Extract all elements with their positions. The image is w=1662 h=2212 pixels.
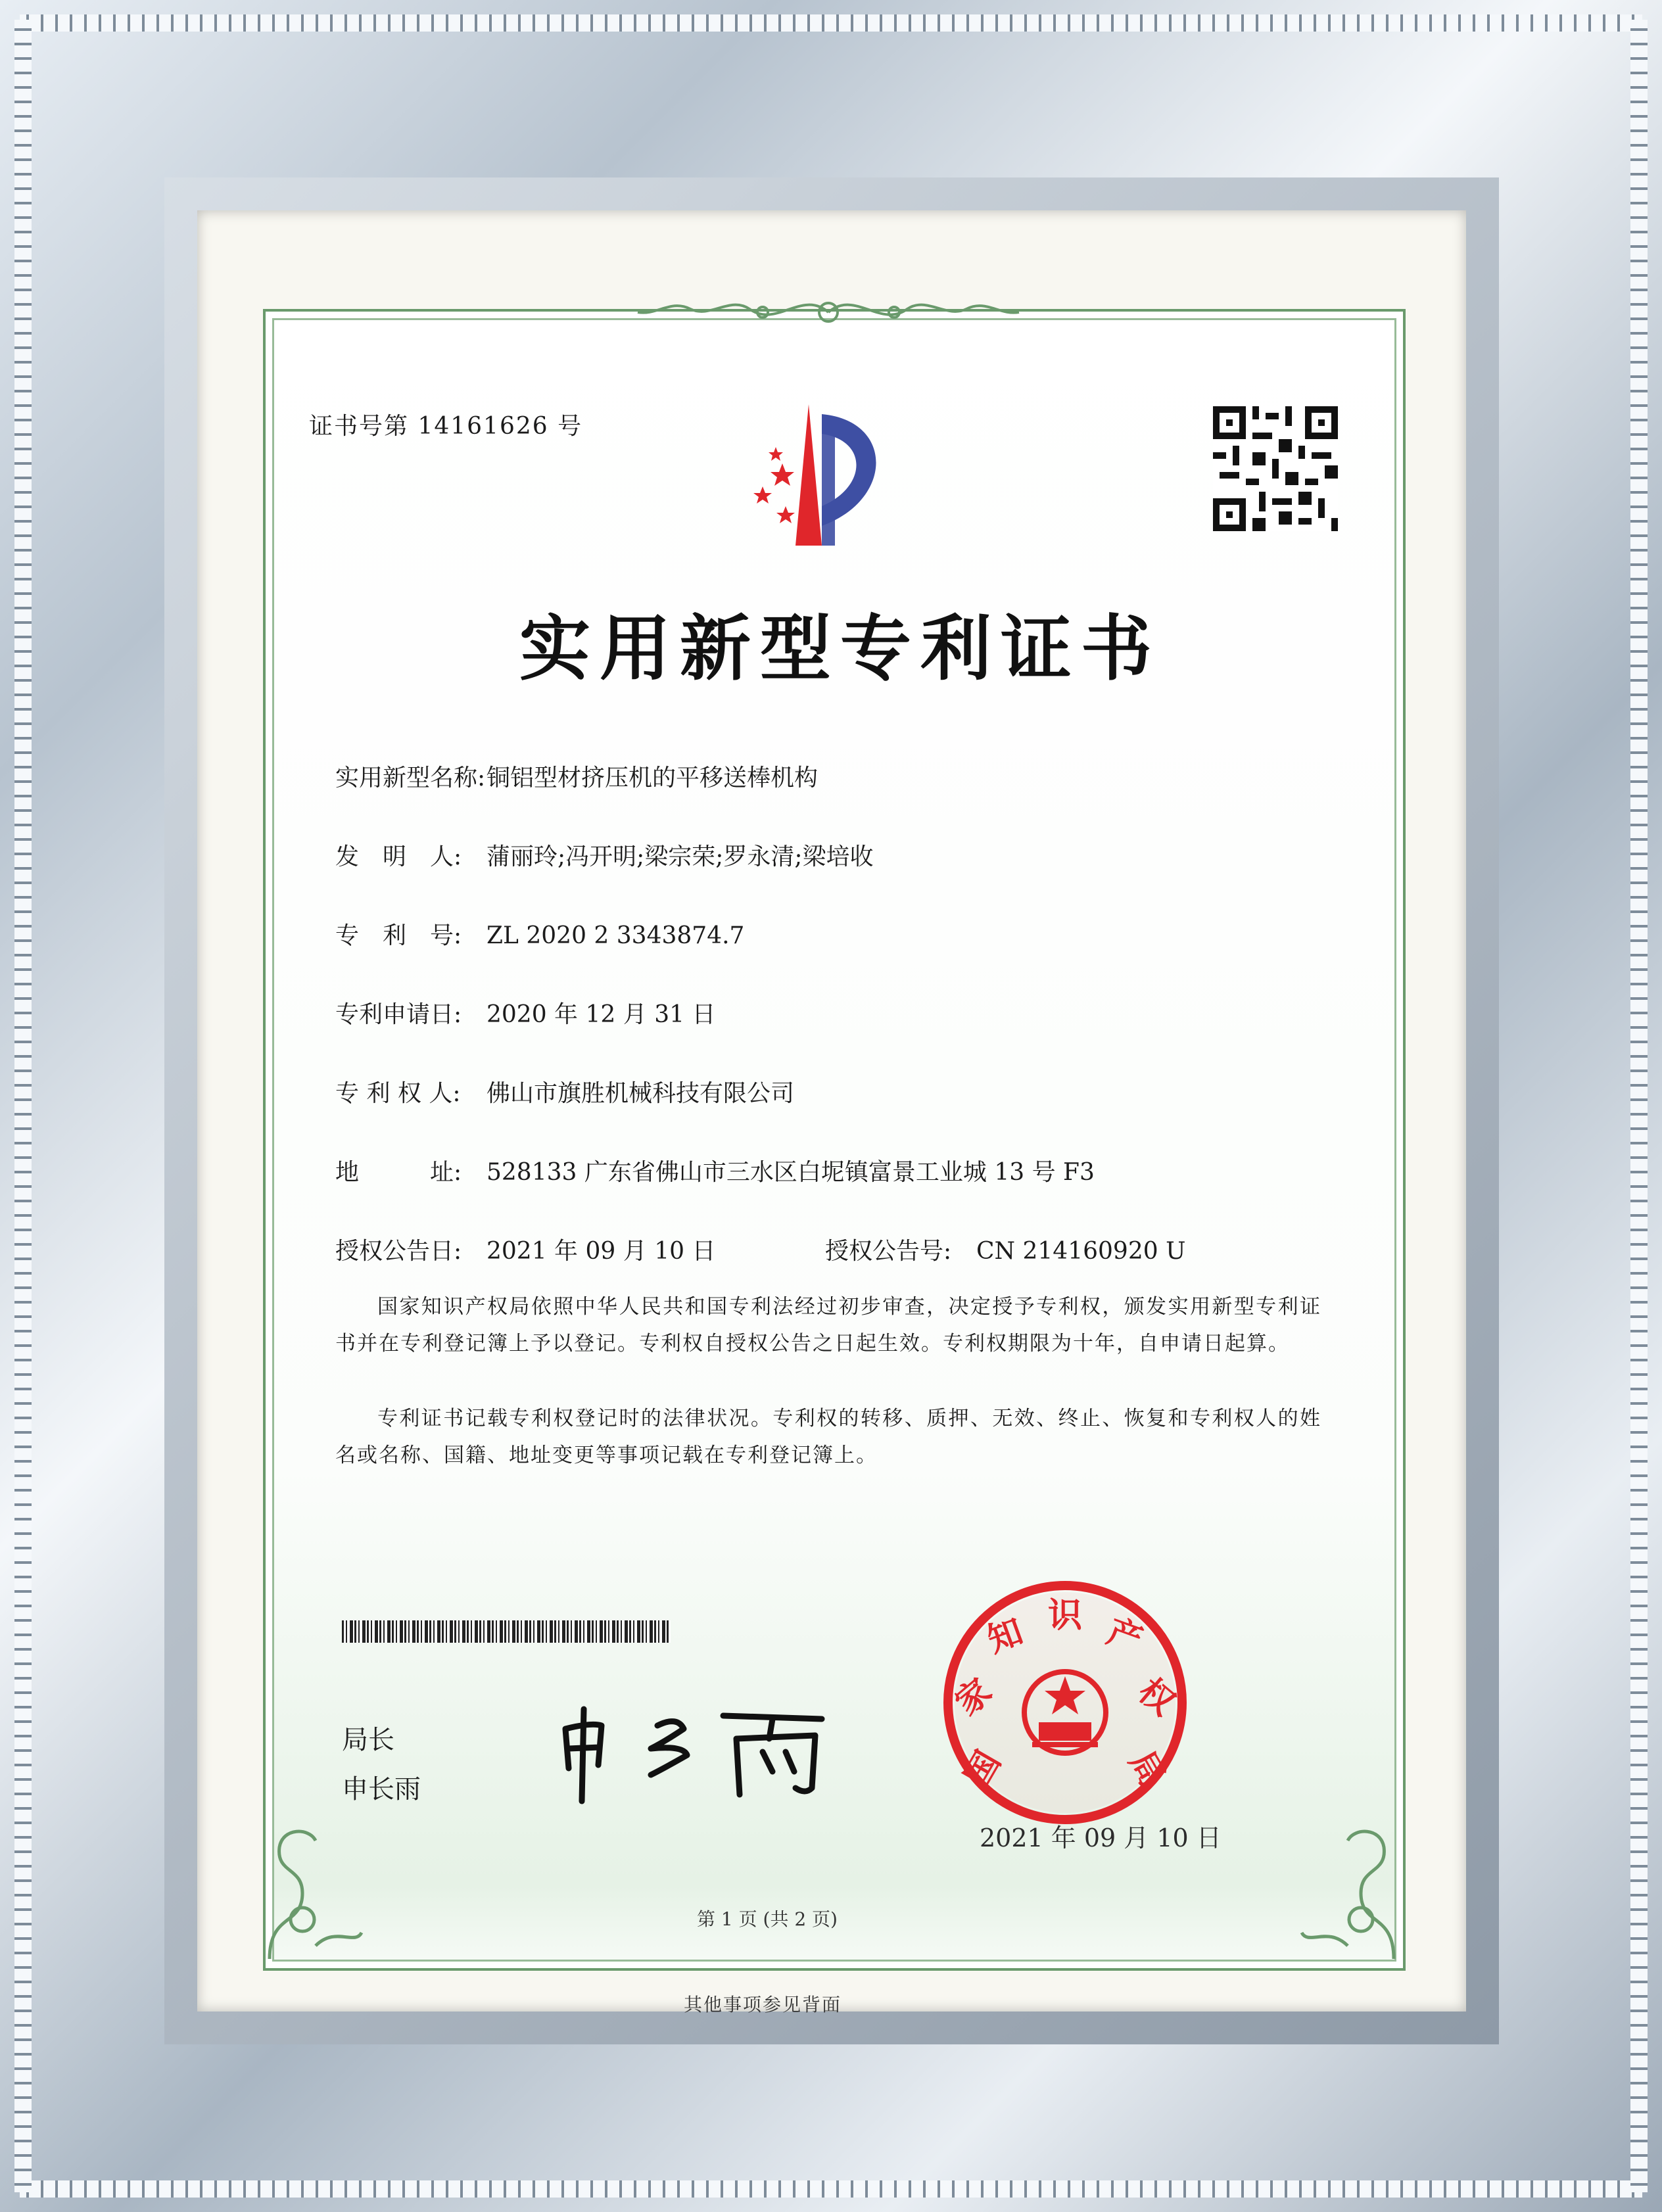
- svg-text:识: 识: [1047, 1596, 1083, 1635]
- svg-text:国: 国: [957, 1744, 1009, 1795]
- seal-date: 2021 年 09 月 10 日: [980, 1824, 1222, 1852]
- grant-no: CN 214160920 U: [976, 1238, 1186, 1265]
- certificate-title: 实用新型专利证书: [519, 608, 1162, 690]
- field-value: 佛山市旗胜机械科技有限公司: [487, 1080, 795, 1107]
- ornament-icon: [631, 289, 1026, 335]
- field-row-address: [335, 1154, 1095, 1187]
- signature: [552, 1689, 842, 1808]
- back-note: 其他事项参见背面: [684, 1994, 842, 2015]
- field-label: 发 明 人:: [335, 843, 462, 870]
- field-row-filing-date: [335, 996, 715, 1029]
- official-seal: [940, 1578, 1190, 1827]
- field-value: 铜铝型材挤压机的平移送棒机构: [487, 765, 819, 791]
- field-label: 专利申请日:: [335, 1001, 462, 1028]
- field-label: 专 利 号:: [335, 922, 462, 949]
- legal-notice: 专利证书记载专利权登记时的法律状况。专利权的转移、质押、无效、终止、恢复和专利权人的姓名或名称、国籍、地址变更等事项记载在专利登记簿上。: [335, 1407, 1321, 1467]
- qr-code: [1213, 406, 1338, 531]
- grant-statement: 国家知识产权局依照中华人民共和国专利法经过初步审查，决定授予专利权，颁发实用新型专利证书并在专利登记簿上予以登记。专利权自授权公告之日起生效。专利权期限为十年，自申请日起算。: [335, 1295, 1321, 1355]
- signer-title: 局长: [342, 1725, 394, 1755]
- certificate-number: 证书号第 14161626 号: [309, 413, 583, 440]
- field-row-inventors: [335, 838, 874, 872]
- field-label: 实用新型名称:: [335, 765, 486, 791]
- grant-no-label: 授权公告号:: [825, 1238, 952, 1265]
- field-value: 蒲丽玲;冯开明;梁宗荣;罗永清;梁培收: [487, 843, 874, 870]
- barcode: [342, 1620, 671, 1643]
- svg-text:家: 家: [947, 1671, 1000, 1724]
- field-row-patent-no: [335, 917, 744, 951]
- frame-bead-left: [14, 20, 32, 2192]
- frame-bead-top: [20, 14, 1642, 32]
- field-value: 528133 广东省佛山市三水区白坭镇富景工业城 13 号 F3: [487, 1159, 1095, 1186]
- grant-date: 2021 年 09 月 10 日: [487, 1238, 716, 1265]
- field-row-name: [335, 759, 818, 793]
- field-value: 2020 年 12 月 31 日: [487, 1001, 716, 1028]
- svg-text:产: 产: [1102, 1611, 1148, 1661]
- corner-ornament-left-icon: [263, 1814, 368, 1965]
- corner-ornament-right-icon: [1295, 1814, 1400, 1965]
- frame-bead-bottom: [20, 2180, 1642, 2198]
- svg-text:知: 知: [982, 1611, 1028, 1661]
- field-row-grant: [335, 1233, 715, 1266]
- svg-text:局: 局: [1121, 1744, 1173, 1795]
- patent-office-logo: [723, 394, 934, 552]
- field-row-patentee: [335, 1075, 794, 1108]
- field-value: ZL 2020 2 3343874.7: [487, 922, 745, 949]
- field-label: 专 利 权 人:: [335, 1080, 461, 1107]
- field-label: 地 址:: [335, 1159, 462, 1186]
- grant-date-label: 授权公告日:: [335, 1238, 462, 1265]
- svg-text:权: 权: [1130, 1671, 1183, 1724]
- page-indicator: 第 1 页 (共 2 页): [697, 1908, 838, 1930]
- frame-bead-right: [1630, 20, 1648, 2192]
- signer-name: 申长雨: [342, 1774, 421, 1804]
- field-row-grant-no: [825, 1233, 1185, 1266]
